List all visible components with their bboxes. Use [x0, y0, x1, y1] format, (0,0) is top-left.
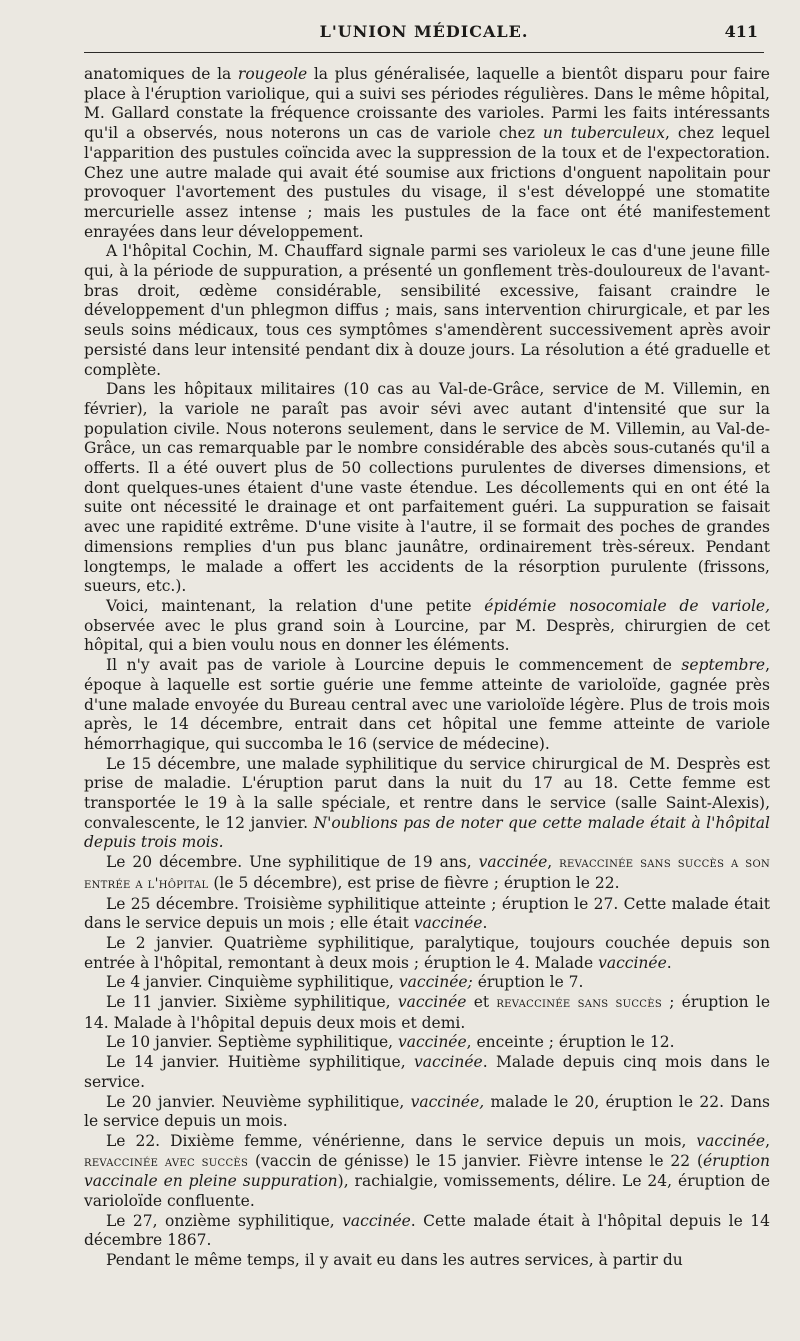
text-run: et	[466, 993, 497, 1012]
text-run: Le 2 janvier. Quatrième syphilitique, paralytique, toujours couchée depuis son entrée à l'hôpital, remontant à deux mois ; éruption le 4. Malade	[84, 933, 770, 972]
paragraph	[84, 597, 770, 656]
italic-text: vaccinée	[413, 914, 483, 933]
italic-text: vaccinée	[414, 1053, 483, 1072]
text-run: observée avec le plus grand soin à Lourcine, par M. Desprès, chirurgien de cet hôpital, qui a bien voulu nous en donner les éléments.	[84, 616, 770, 655]
text-run: Le 11 janvier. Sixième syphilitique,	[106, 993, 398, 1012]
page-number: 411	[724, 22, 758, 41]
paragraph	[84, 1132, 770, 1212]
text-run: éruption le 7.	[472, 973, 584, 992]
text-run: Le 22. Dixième femme, vénérienne, dans le service depuis un mois,	[106, 1131, 697, 1150]
paragraph	[84, 993, 770, 1033]
text-run: , enceinte ; éruption le 12.	[466, 1033, 675, 1052]
paragraph	[84, 973, 770, 993]
text-run: .	[482, 914, 488, 933]
text-run: Dans les hôpitaux militaires (10 cas au Val-de-Grâce, service de M. Villemin, en février), la variole ne paraît pas avoir sévi avec autant d'intensité que sur la population civile. Nous noterons seulement, dans le service de M. Villemin, au Val-de-Grâce, un cas remarquable par le nombre considérable des abcès sous-cutanés qu'il a offerts. Il a été ouvert plus de 50 collections purulentes de diverses dimensions, et dont quelques-unes étaient d'une vaste étendue. Les décollements qui en ont été la suite ont nécessité le drainage et ont parfaitement guéri. La suppuration se faisait avec une rapidité extrême. D'une visite à l'autre, il se formait des poches de grandes dimensions remplies d'un pus blanc jaunâtre, ordinairement très-séreux. Pendant longtemps, le malade a offert les accidents de la résorption purulente (frissons, sueurs, etc.).	[84, 380, 770, 596]
italic-text: vaccinée;	[398, 973, 473, 992]
italic-text: vaccinée	[398, 1033, 467, 1052]
text-run: . Malade depuis cinq mois dans le service.	[84, 1053, 770, 1091]
paragraph	[84, 380, 770, 597]
italic-text: vaccinée,	[410, 1092, 485, 1111]
italic-text: N'oublions pas de noter que cette malade était à l'hôpital depuis trois mois.	[84, 813, 770, 852]
text-run: ,	[765, 1131, 770, 1150]
text-run: , chez lequel l'apparition des pustules coïncida avec la suppression de la toux et de l'expectoration. Chez une autre malade qui avait été soumise aux frictions d'onguent napolitain pour provoquer l'avortement des pustules du visage, il s'est développé une stomatite mercurielle assez intense ; mais les pustules de la face ont été manifestement enrayées dans leur développement.	[84, 124, 770, 241]
text-run: la plus généralisée, laquelle a bientôt disparu pour faire place à l'éruption variolique, qui a suivi ses périodes régulières. Dans le même hôpital, M. Gallard constate la fréquence croissante des varioles. Parmi les faits intéressants qu'il a observés, nous noterons un cas de variole chez	[84, 65, 770, 143]
text-run: ,	[547, 853, 560, 872]
paragraph	[84, 895, 770, 934]
small-caps-text: revaccinée sans succès	[496, 995, 663, 1012]
text-run: ; éruption le 14. Malade à l'hôpital depuis deux mois et demi.	[84, 993, 771, 1032]
paragraph	[84, 65, 770, 242]
italic-text: rougeole	[237, 65, 308, 83]
running-head: L'UNION MÉDICALE.	[319, 22, 529, 41]
text-run: Il n'y avait pas de variole à Lourcine depuis le commencement de	[106, 656, 682, 675]
paragraph	[84, 853, 770, 894]
paragraph	[84, 1212, 770, 1251]
text-run: Le 20 décembre. Une syphilitique de 19 ans,	[106, 853, 479, 872]
page-header	[84, 22, 764, 53]
text-run: Le 15 décembre, une malade syphilitique du service chirurgical de M. Desprès est prise de maladie. L'éruption parut dans la nuit du 17 au 18. Cette femme est transportée le 19 à la salle spéciale, et rentre dans le service (salle Saint-Alexis), convalescente, le 12 janvier.	[84, 754, 770, 832]
text-run: A l'hôpital Cochin, M. Chauffard signale parmi ses varioleux le cas d'une jeune fille qui, à la période de suppuration, a présenté un gonflement très-douloureux de l'avant-bras droit, œdème considérable, sensibilité excessive, faisant craindre le développement d'un phlegmon diffus ; mais, sans intervention chirurgicale, et par les seuls soins médicaux, tous ces symptômes s'amendèrent successivement après avoir persisté dans leur intensité pendant dix à douze jours. La résolution a été graduelle et complète.	[84, 242, 770, 379]
text-run: anatomiques de la	[84, 65, 238, 83]
text-run: (vaccin de génisse) le 15 janvier. Fièvre intense le 22 (	[248, 1151, 703, 1170]
text-run: .	[666, 953, 672, 972]
paragraph	[84, 1053, 770, 1092]
italic-text: vaccinée	[397, 993, 467, 1012]
paragraph	[84, 1093, 770, 1132]
paragraph	[84, 755, 770, 854]
text-run: Le 10 janvier. Septième syphilitique,	[106, 1033, 398, 1052]
italic-text: vaccinée	[598, 953, 667, 972]
paragraph	[84, 1033, 770, 1053]
paragraph	[84, 656, 770, 755]
text-run: , époque à laquelle est sortie guérie une femme atteinte de varioloïde, gagnée près d'une malade envoyée du Bureau central avec une varioloïde légère. Plus de trois mois après, le 14 décembre, entrait dans cet hôpital une femme atteinte de variole hémorrhagique, qui succomba le 16 (service de médecine).	[84, 656, 770, 753]
small-caps-text: revaccinée sans succès a son entrée a l'hôpital	[84, 855, 771, 892]
text-run: Pendant le même temps, il y avait eu dans les autres services, à partir du	[106, 1251, 683, 1270]
text-run: malade le 20, éruption le 22. Dans le service depuis un mois.	[84, 1092, 771, 1131]
text-run: Voici, maintenant, la relation d'une petite	[106, 596, 485, 615]
text-run: (le 5 décembre), est prise de fièvre ; éruption le 22.	[208, 873, 620, 892]
text-run: Le 4 janvier. Cinquième syphilitique,	[106, 973, 399, 992]
text-run: Le 25 décembre. Troisième syphilitique atteinte ; éruption le 27. Cette malade était dans le service depuis un mois ; elle était	[84, 894, 770, 933]
small-caps-text: revaccinée avec succès	[84, 1153, 249, 1170]
text-run: Le 14 janvier. Huitième syphilitique,	[106, 1053, 415, 1072]
italic-text: éruption vaccinale en pleine suppuration	[84, 1151, 770, 1191]
paragraph	[84, 1251, 770, 1271]
text-run: . Cette malade était à l'hôpital depuis le 14 décembre 1867.	[84, 1211, 770, 1250]
italic-text: épidémie nosocomiale de variole,	[484, 596, 771, 615]
italic-text: un tuberculeux	[542, 124, 665, 143]
italic-text: vaccinée	[342, 1211, 411, 1230]
paragraph	[84, 934, 770, 973]
italic-text: septembre	[681, 656, 766, 675]
paragraph	[84, 242, 770, 380]
italic-text: vaccinée	[478, 853, 548, 872]
text-run: Le 20 janvier. Neuvième syphilitique,	[106, 1092, 411, 1111]
text-run: Le 27, onzième syphilitique,	[106, 1211, 343, 1230]
italic-text: vaccinée	[696, 1131, 766, 1150]
article-body	[84, 65, 770, 1271]
text-run: ), rachialgie, vomissements, délire. Le 24, éruption de varioloïde confluente.	[84, 1172, 770, 1211]
